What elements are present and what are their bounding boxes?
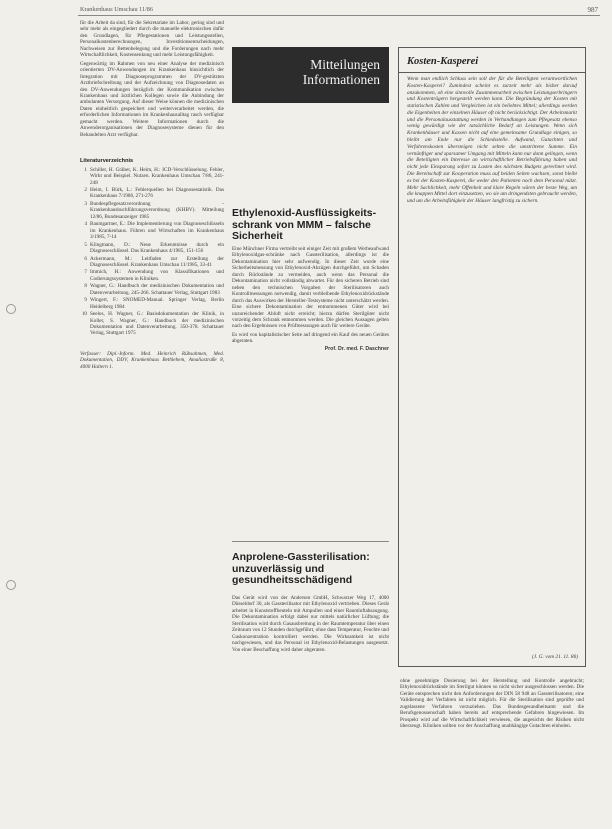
article1-body [232,246,389,536]
references-list [80,167,224,337]
article2-text: Das Gerät wird von der Andersen GmbH, Schwarzer Weg 17, 4000 Düsseldorf 30, als Gassterilisator mit Ethylenoxid vertrieben. Dieses Gerät arbeitet in Kunststoffbeuteln mit Ampullen und einer Raumluftabsaugung. Die Dekontamination erfolgt dabei nur mittels natürlicher Lüftung; die Sterilisation wird durch Gasausbreitung in der Raumtemperatur über einen Zeitraum von 12 Stunden durchgeführt, ohne dass Temperatur, Feuchte und Gaskonzentration kontrolliert werden. Die Wirksamkeit ist nicht nachgewiesen, und das Personal ist Ethylenoxid-Belastungen ausgesetzt. Von einer Beschaffung wird daher abgeraten. [232,595,389,653]
commentary-text: Wenn man endlich Schluss sein soll der für die Beteiligten verantwortlichen Kosten-Kasperei? Zumindest scheint es zurzeit mehr als bisher darauf anzukommen, ob eine sinnvolle Zusammenarbeit zwischen Leistungserbringern und Kostenträgern hergestellt werden kann. Die Begründung der Kosten mit statistischen Zahlen und Vergleichen ist ein beliebtes Mittel; allerdings werden die Eigenheiten der einzelnen Häuser oft nicht berücksichtigt. Der Arbeitsmarkt und die Personalausstattung werden in Verhandlungen zum Pflegesatz ebenso wenig gewürdigt wie der tatsächliche Bedarf an Leistungen. Wenn sich Krankenhäuser und Kassen nicht auf eine gemeinsame Grundlage einigen, so bleibt am Ende nur die Schiedsstelle. Aufwand, Gutachten und Verfahrenskosten übersteigen nicht selten die umstrittene Summe. Ein vernünftiger und sparsamer Umgang mit Mitteln kann nur dann gelingen, wenn die Beteiligten ein Interesse an wirtschaftlicher Betriebsführung haben und nicht jede Einsparung sofort zu Lasten des nächsten Budgets gerechnet wird. Die Bereitschaft zur Kooperation muss auf beiden Seiten wachsen, sonst bleibt es bei der Kosten-Kasperei, die weder den Patienten noch dem Personal nützt. Mehr Sachlichkeit, mehr Offenheit und klare Regeln wären der beste Weg, um die knappen Mittel dort einzusetzen, wo sie am dringendsten gebraucht werden, und um die Arbeitsfähigkeit der Häuser langfristig zu sichern. [407,76,577,205]
reference-item: 6 Ackermann, M.: Leitfaden zur Erstellung der Diagnoseschlüssel. Krankenhaus Umschau 11/1985, 33-41 [84,255,224,268]
article1-author: Prof. Dr. med. F. Daschner [324,345,389,352]
article-separator [232,541,389,542]
article2-title: Anprolene-Gassterilisation: unzuverlässig und gesundheitsschädigend [232,551,370,586]
reference-item: 2 Heim, I. Bürk, L.: Fehlerquellen bei Diagnosestatistik. Das Krankenhaus 7/1986, 271-276 [84,186,224,200]
reference-item: 5 Klingmann, D.: Neue Erkenntnisse durch ein Diagnoseschlüssel. Das Krankenhaus 4/1985, 151-156 [84,241,224,255]
article2-body [232,595,389,820]
binder-hole [6,304,16,314]
reference-item: 8 Wagner, G.: Handbuch der medizinischen Dokumentation und Datenverarbeitung. 245-266. Schattauer Verlag, Stuttgart 1983 [84,283,224,296]
article1-text: Eine Münchner Firma vertreibt seit einiger Zeit mit großem Werbeaufwand Ethylenoxidgas-schränke nach Gassterilisation, allerdings ist die Dekontamination hier sehr aufwendig. In dieser Zeit wurde eine Sicherheitsmessung von Ethylenoxid-Abzügen durchgeführt, um Schaden durch Rückstände zu vermeiden, auch wenn das Personal die Dekontamination nicht vollständig abwartet. Für den sicheren Betrieb sind neben den technischen Vorgaben der Sterilisatoren auch Kontrollmessungen notwendig, damit verbleibende Ethylenoxidrückstände durch das Auswirken der Hersteller-Testsysteme nicht unterschätzt werden. Eine sichere Dekontamination der entnommenen Güter wird bei unzureichender Abluft nicht erreicht; hierzu dürfen Sterilgüter nicht vorzeitig dem Schrank entnommen werden. Die gleichen Aussagen gelten nach den Ergebnissen von Prüfmessungen auch für weitere Geräte. [232,246,389,330]
reference-item: 1 Schiller, H. Gräber, K. Heim, H.: ICD-Verschlüsselung. Fehler, Wirkt und Beispiel. Nutzen. Krankenhaus Umschau 7/86, 241-248 [84,166,224,186]
reference-item: 10 Seelos, H. Wagner, G.: Basisdokumentation der Klinik, in Koller, S. Wagner, G.: Handbuch der medizinischen Dokumentation und Datenverarbeitung. 350-378. Schattauer Verlag, Stuttgart 1975 [81,311,224,337]
banner-title-line1: Mitteilungen [310,57,380,72]
references-heading: Literaturverzeichnis [80,158,134,165]
reference-item: 3 Bundespflegesatzverordnung - Krankenhausbuchführungsverordnung (KHBV). Mitteilung 12/86, Bundesanzeiger 1985 [84,200,224,220]
body-paragraph: Gegenwärtig im Rahmen von neu einer Analyse der medizinisch orientierten DV-Anwendungen im Krankenhaus hinsichtlich der Integration mit Diagnoseprogrammen der DV-gestützten Arztbriefschreibung und der Aufzeichnung von Diagnosedaten an den DV-Anwendungen bezüglich der Kommunikation zwischen Krankenhaus und ärztlichen Kollegen sowie die Anbindung der ambulanten Versorgung. Auf dieser Weise können die medizinischen Daten einheitlich gespeichert und weiterverarbeitet werden, die erforderlichen Informationen im Krankenhausalltag rasch verfügbar gemacht werden. Weitere Informationen durch die Anwenderorganisationen der Diagnosesysteme dienen für den Behandelten Arzt verfügbar. [80,60,224,138]
reference-item: 7 Immich, H.: Anwendung von Klassifikationen und Codierungssystemen in Kliniken. [84,269,224,282]
body-paragraph: für die Arbeit da sind, für die Sekretariate im Labor, gering sind und sehr mehr als eingegliedert durch die manuelle elektronischen dafür den Grundlagen, für Pflegestationen und Leistungsstellen, Personalkostenberechnungen, Investitionsentscheidungen, Nachweisen zur Bettenbelegung und die Forderungen nach mehr Wirtschaftlichkeit, Kostensenkung und mehr Leistungsfähigkeit. [80,20,224,59]
binder-hole [6,580,16,590]
commentary-title: Kosten-Kasperei [407,56,479,67]
section-banner [232,47,389,103]
reference-item: 9 Wingert, F.: SNOMED-Manual. Springer Verlag, Berlin Heidelberg 1984 [84,297,224,310]
page-number: 987 [587,6,598,14]
commentary-signature: (J. G. vom 21. 11. 86) [532,654,578,660]
right-lower-column [400,678,584,823]
banner-title-line2: Informationen [302,72,380,87]
header-rule [78,15,600,16]
author-note: Verfasser: Dipl.-Inform. Med. Heinrich Rübsahmen, Med. Dokumentation, DDV, Krankenhaus Bethlehem, Amaliastraße 8, 4000 Haltern 1. [80,350,224,370]
commentary-title-rule [399,72,585,73]
reference-item: 4 Baumgartner, E.: Die Implementierung von Diagnoseschlüsseln im Krankenhaus. Führen und Wirtschaften im Krankenhaus 3/1985, 7-14 [84,221,224,241]
article1-note: Es wird von kapitalistischer Seite auf dringend ein Kauf des neuen Gerätes abgeraten. [232,331,389,345]
article1-title: Ethylenoxid-Ausflüssigkeits-schrank von MMM – falsche Sicherheit [232,207,377,242]
journal-header: Krankenhaus Umschau 11/86 [80,6,153,13]
left-column [80,20,224,765]
right-lower-text: ohne genehmigte Dosierung bei der Herstellung und Kontrolle angebracht; Ethylenoxidrückstände im Sterilgut können so nicht sicher ausgeschlossen werden. Die Geräte entsprechen nicht den Anforderungen der DIN 58 948 an Gassterilisatoren; eine Validierung der Verfahren ist nicht möglich. Für die Sterilisation sind geprüfte und zugelassene Verfahren vorzuziehen. Das Bundesgesundheitsamt und die Berufsgenossenschaft haben bereits auf entsprechende Gefahren hingewiesen. Im Prospekt wird auf die Wirtschaftlichkeit verwiesen, die angesichts der Risiken nicht überzeugt. Kliniken sollten vor der Anschaffung unabhängige Gutachten einholen. [400,678,584,730]
commentary-box [398,47,586,667]
